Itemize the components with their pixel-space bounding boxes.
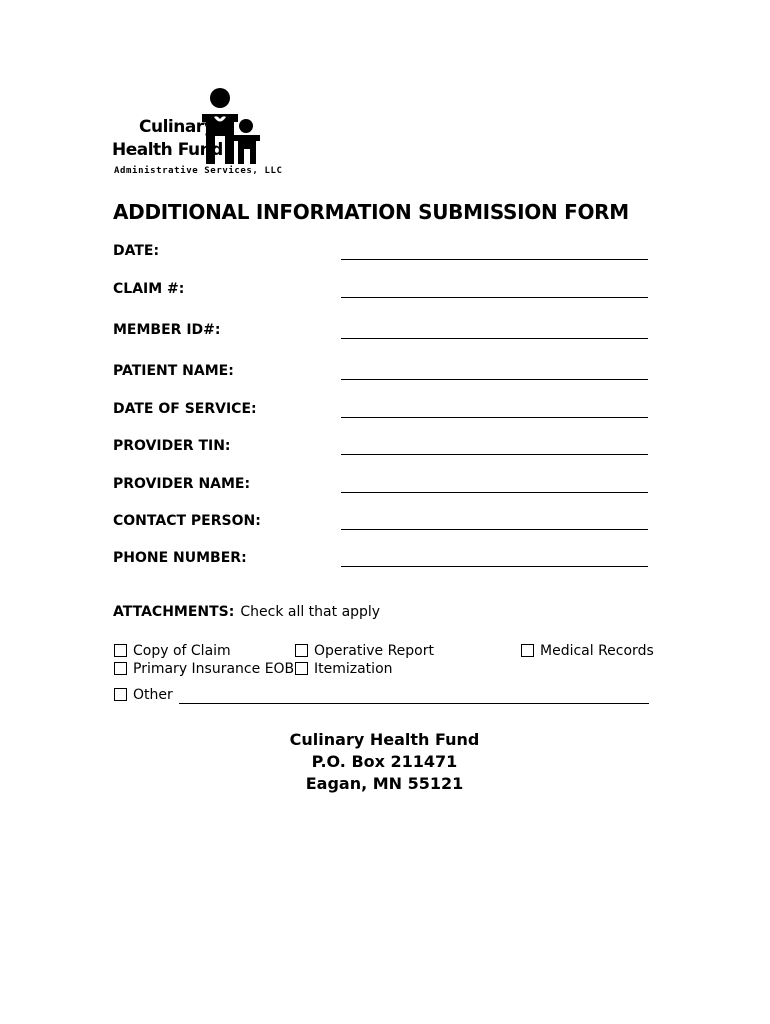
checkbox-label: Operative Report bbox=[314, 643, 434, 659]
mailing-address bbox=[0, 729, 770, 795]
address-name: Culinary Health Fund bbox=[289, 730, 480, 749]
field-claim-number bbox=[113, 279, 649, 301]
claim-number-input-line[interactable] bbox=[341, 297, 648, 298]
checkbox-label: Copy of Claim bbox=[133, 643, 231, 659]
checkbox-icon[interactable] bbox=[114, 688, 127, 701]
address-city: Eagan, MN 55121 bbox=[305, 774, 464, 793]
checkbox-operative-report[interactable] bbox=[295, 643, 434, 661]
logo-text-health-fund: Health Fund bbox=[112, 140, 223, 160]
field-label: PHONE NUMBER: bbox=[113, 550, 247, 566]
attachments-label: ATTACHMENTS: bbox=[113, 604, 235, 620]
checkbox-icon[interactable] bbox=[295, 644, 308, 657]
other-input-line[interactable] bbox=[179, 703, 649, 704]
field-label: CONTACT PERSON: bbox=[113, 513, 261, 529]
field-label: PROVIDER TIN: bbox=[113, 438, 231, 454]
date-input-line[interactable] bbox=[341, 259, 648, 260]
checkbox-label: Primary Insurance EOB bbox=[133, 661, 295, 677]
checkbox-label: Itemization bbox=[314, 661, 393, 677]
field-label: MEMBER ID#: bbox=[113, 322, 221, 338]
contact-person-input-line[interactable] bbox=[341, 529, 648, 530]
culinary-health-fund-logo bbox=[112, 86, 283, 182]
checkbox-icon[interactable] bbox=[114, 662, 127, 675]
phone-number-input-line[interactable] bbox=[341, 566, 648, 567]
checkbox-label: Other bbox=[133, 687, 173, 703]
field-label: CLAIM #: bbox=[113, 281, 185, 297]
field-patient-name bbox=[113, 361, 649, 383]
field-member-id bbox=[113, 320, 649, 342]
field-label: PROVIDER NAME: bbox=[113, 476, 251, 492]
address-po-box: P.O. Box 211471 bbox=[311, 752, 458, 771]
attachments-heading bbox=[113, 604, 380, 620]
checkbox-copy-of-claim[interactable] bbox=[114, 643, 231, 661]
member-id-input-line[interactable] bbox=[341, 338, 648, 339]
field-date-of-service bbox=[113, 399, 649, 421]
checkbox-icon[interactable] bbox=[295, 662, 308, 675]
checkbox-label: Medical Records bbox=[540, 643, 654, 659]
provider-tin-input-line[interactable] bbox=[341, 454, 648, 455]
field-label: PATIENT NAME: bbox=[113, 363, 234, 379]
field-phone-number bbox=[113, 548, 649, 570]
attachments-instruction: Check all that apply bbox=[240, 604, 381, 620]
field-label: DATE: bbox=[113, 243, 160, 259]
checkbox-icon[interactable] bbox=[521, 644, 534, 657]
checkbox-itemization[interactable] bbox=[295, 661, 393, 679]
patient-name-input-line[interactable] bbox=[341, 379, 648, 380]
field-provider-name bbox=[113, 474, 649, 496]
field-contact-person bbox=[113, 511, 649, 533]
field-label: DATE OF SERVICE: bbox=[113, 401, 257, 417]
field-date bbox=[113, 241, 649, 263]
logo-text-culinary: Culinary bbox=[139, 117, 215, 137]
checkbox-icon[interactable] bbox=[114, 644, 127, 657]
provider-name-input-line[interactable] bbox=[341, 492, 648, 493]
checkbox-other[interactable] bbox=[114, 687, 173, 705]
checkbox-medical-records[interactable] bbox=[521, 643, 654, 661]
checkbox-primary-insurance-eob[interactable] bbox=[114, 661, 294, 679]
form-title: ADDITIONAL INFORMATION SUBMISSION FORM bbox=[113, 200, 629, 224]
field-provider-tin bbox=[113, 436, 649, 458]
logo-text-administrative-services: Administrative Services, LLC bbox=[114, 166, 283, 176]
date-of-service-input-line[interactable] bbox=[341, 417, 648, 418]
